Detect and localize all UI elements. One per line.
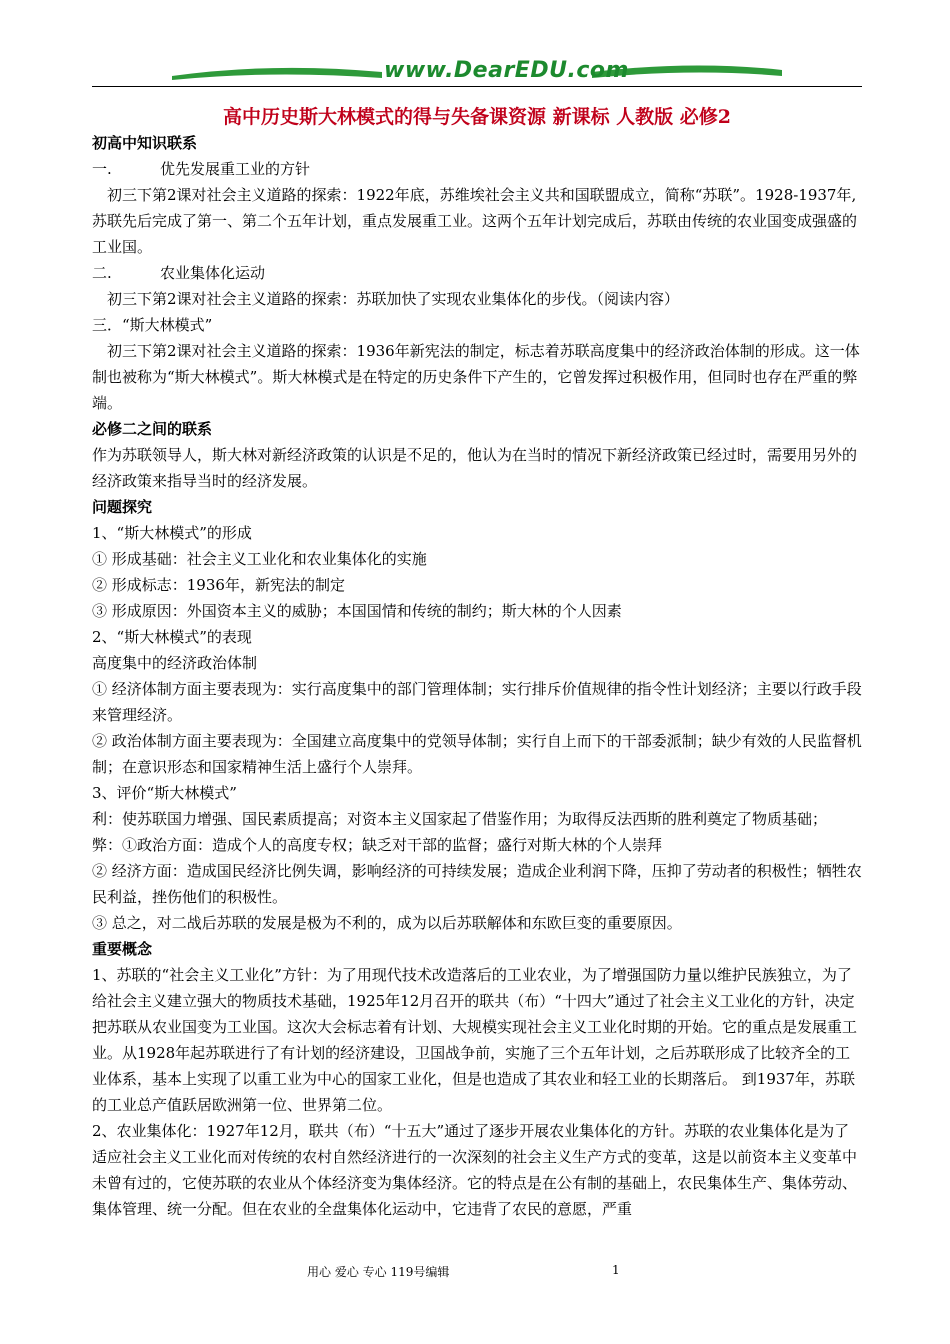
document-title: 高中历史斯大林模式的得与失备课资源 新课标 人教版 必修2: [222, 106, 732, 128]
body-paragraph: 初三下第2课对社会主义道路的探索：1922年底，苏维埃社会主义共和国联盟成立，简称“苏联”。1928-1937年,苏联先后完成了第一、第二个五年计划，重点发展重工业。这两个五年计划完成后，苏联由传统的农业国变成强盛的工业国。: [92, 186, 858, 256]
body-paragraph: 2、农业集体化：1927年12月，联共（布）“十五大”通过了逐步开展农业集体化的方针。苏联的农业集体化是为了适应社会主义工业化而对传统的农村自然经济进行的一次深刻的社会主义生产方式的变革，这是以前资本主义变革中未曾有过的，它使苏联的农业从个体经济变为集体经济。它的特点是在公有制的基础上，农民集体生产、集体劳动、集体管理、统一分配。但在农业的全盘集体化运动中，它违背了农民的意愿，严重: [92, 1122, 858, 1218]
body-paragraph: 三．“斯大林模式”: [92, 316, 213, 334]
section-heading: 问题探究: [92, 498, 153, 516]
page-footer: [92, 1263, 862, 1283]
body-paragraph: 1、苏联的“社会主义工业化”方针：为了用现代技术改造落后的工业农业，为了增强国防力量以维护民族独立，为了给社会主义建立强大的物质技术基础，1925年12月召开的联共（布）“十四大”通过了社会主义工业化的方针，决定把苏联从农业国变为工业国。这次大会标志着有计划、大规模实现社会主义工业化时期的开始。它的重点是发展重工业。从1928年起苏联进行了有计划的经济建设，卫国战争前，实施了三个五年计划，之后苏联形成了比较齐全的工业体系，基本上实现了以重工业为中心的国家工业化，但是也造成了其农业和轻工业的长期落后。 到1937年，苏联的工业总产值跃居欧洲第一位、世界第二位。: [92, 966, 858, 1114]
body-paragraph: [92, 260, 862, 286]
logo-text: www.DearEDU.com: [384, 58, 629, 83]
body-paragraph: ② 形成标志：1936年，新宪法的制定: [92, 576, 345, 594]
section-heading: 初高中知识联系: [92, 134, 198, 152]
body-paragraph: 利：使苏联国力增强、国民素质提高；对资本主义国家起了借鉴作用；为取得反法西斯的胜利奠定了物质基础；: [92, 810, 828, 828]
outline-number: 一.: [92, 160, 112, 178]
body-paragraph: ③ 形成原因：外国资本主义的威胁；本国国情和传统的制约；斯大林的个人因素: [92, 602, 622, 620]
body-paragraph: 初三下第2课对社会主义道路的探索：苏联加快了实现农业集体化的步伐。（阅读内容）: [107, 290, 680, 308]
footer-text: 用心 爱心 专心 119号编辑: [307, 1265, 450, 1279]
body-paragraph: 1、“斯大林模式”的形成: [92, 524, 252, 542]
header-rule: [92, 86, 862, 87]
outline-heading: 优先发展重工业的方针: [160, 160, 311, 178]
body-paragraph: 初三下第2课对社会主义道路的探索：1936年新宪法的制定，标志着苏联高度集中的经济政治体制的形成。这一体制也被称为“斯大林模式”。斯大林模式是在特定的历史条件下产生的，它曾发挥过积极作用，但同时也存在严重的弊端。: [92, 342, 860, 412]
body-paragraph: ① 形成基础：社会主义工业化和农业集体化的实施: [92, 550, 427, 568]
body-paragraph: 弊：①政治方面：造成个人的高度专权；缺乏对干部的监督；盛行对斯大林的个人崇拜: [92, 836, 663, 854]
body-paragraph: ③ 总之，对二战后苏联的发展是极为不利的，成为以后苏联解体和东欧巨变的重要原因。: [92, 914, 682, 932]
page-number: 1: [612, 1263, 620, 1277]
outline-heading: 农业集体化运动: [160, 264, 266, 282]
document-body: [92, 130, 862, 1222]
section-heading: 必修二之间的联系: [92, 420, 213, 438]
body-paragraph: 高度集中的经济政治体制: [92, 654, 258, 672]
site-logo: [92, 56, 862, 96]
body-paragraph: 3、评价“斯大林模式”: [92, 784, 237, 802]
body-paragraph: 2、“斯大林模式”的表现: [92, 628, 252, 646]
body-paragraph: ② 经济方面：造成国民经济比例失调，影响经济的可持续发展；造成企业利润下降，压抑了劳动者的积极性；牺牲农民利益，挫伤他们的积极性。: [92, 862, 862, 906]
body-paragraph: ① 经济体制方面主要表现为：实行高度集中的部门管理体制；实行排斥价值规律的指令性计划经济；主要以行政手段来管理经济。: [92, 680, 862, 724]
body-paragraph: ② 政治体制方面主要表现为：全国建立高度集中的党领导体制；实行自上而下的干部委派制；缺少有效的人民监督机制；在意识形态和国家精神生活上盛行个人崇拜。: [92, 732, 862, 776]
body-paragraph: 作为苏联领导人，斯大林对新经济政策的认识是不足的，他认为在当时的情况下新经济政策已经过时，需要用另外的经济政策来指导当时的经济发展。: [92, 446, 858, 490]
section-heading: 重要概念: [92, 940, 153, 958]
body-paragraph: [92, 156, 862, 182]
outline-number: 二.: [92, 264, 112, 282]
